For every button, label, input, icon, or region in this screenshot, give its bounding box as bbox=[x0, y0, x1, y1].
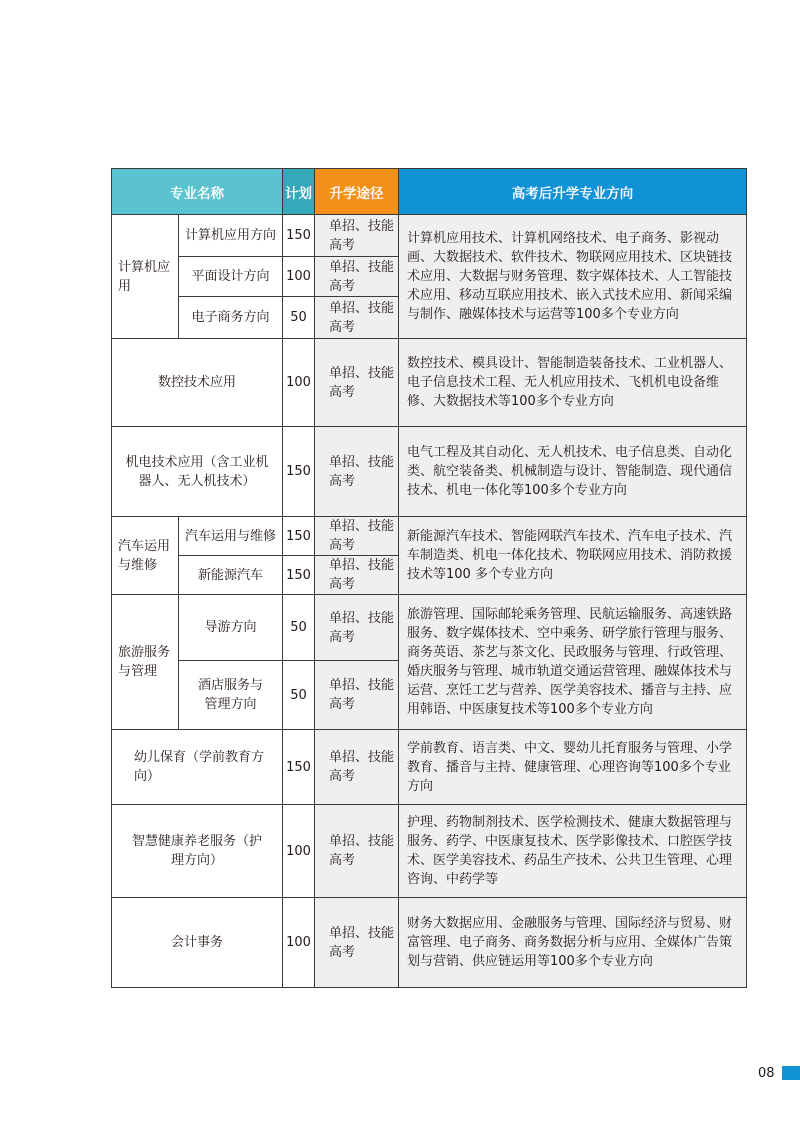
header-route: 升学途径 bbox=[315, 169, 399, 215]
route-value: 单招、技能高考 bbox=[315, 215, 399, 257]
page-number-marker bbox=[782, 1066, 800, 1080]
direction-text: 数控技术、模具设计、智能制造装备技术、工业机器人、电子信息技术工程、无人机应用技术、飞机机电设备维修、大数据技术等100多个专业方向 bbox=[399, 339, 747, 427]
route-value: 单招、技能高考 bbox=[315, 595, 399, 661]
major-name: 机电技术应用（含工业机器人、无人机技术） bbox=[112, 427, 283, 517]
table-row bbox=[112, 427, 747, 517]
route-value: 单招、技能高考 bbox=[315, 661, 399, 730]
direction-text: 计算机应用技术、计算机网络技术、电子商务、影视动画、大数据技术、软件技术、物联网应用技术、区块链技术应用、大数据与财务管理、数字媒体技术、人工智能技术应用、移动互联应用技术、嵌入式技术应用、新闻采编与制作、融媒体技术与运营等100多个专业方向 bbox=[399, 215, 747, 339]
plan-value: 150 bbox=[283, 730, 315, 805]
major-name: 智慧健康养老服务（护理方向） bbox=[112, 805, 283, 898]
sub-major-name: 平面设计方向 bbox=[179, 257, 283, 297]
major-name: 会计事务 bbox=[112, 898, 283, 988]
table-row bbox=[112, 215, 747, 257]
direction-text: 电气工程及其自动化、无人机技术、电子信息类、自动化类、航空装备类、机械制造与设计、智能制造、现代通信技术、机电一体化等100多个专业方向 bbox=[399, 427, 747, 517]
major-group-name: 计算机应用 bbox=[112, 215, 179, 339]
major-name: 数控技术应用 bbox=[112, 339, 283, 427]
sub-major-name: 电子商务方向 bbox=[179, 297, 283, 339]
sub-major-name: 导游方向 bbox=[179, 595, 283, 661]
table-row bbox=[112, 595, 747, 661]
sub-major-name: 计算机应用方向 bbox=[179, 215, 283, 257]
table-row bbox=[112, 339, 747, 427]
header-plan: 计划 bbox=[283, 169, 315, 215]
major-group-name: 汽车运用与维修 bbox=[112, 517, 179, 595]
route-value: 单招、技能高考 bbox=[315, 427, 399, 517]
admission-table bbox=[111, 168, 747, 988]
direction-text: 新能源汽车技术、智能网联汽车技术、汽车电子技术、汽车制造类、机电一体化技术、物联网应用技术、消防救援技术等100 多个专业方向 bbox=[399, 517, 747, 595]
plan-value: 150 bbox=[283, 427, 315, 517]
plan-value: 100 bbox=[283, 339, 315, 427]
major-name: 幼儿保育（学前教育方向） bbox=[112, 730, 283, 805]
page-number: 08 bbox=[758, 1066, 775, 1081]
route-value: 单招、技能高考 bbox=[315, 556, 399, 595]
plan-value: 150 bbox=[283, 517, 315, 556]
plan-value: 150 bbox=[283, 556, 315, 595]
plan-value: 50 bbox=[283, 297, 315, 339]
route-value: 单招、技能高考 bbox=[315, 730, 399, 805]
direction-text: 护理、药物制剂技术、医学检测技术、健康大数据管理与服务、药学、中医康复技术、医学影像技术、口腔医学技术、医学美容技术、药品生产技术、公共卫生管理、心理咨询、中药学等 bbox=[399, 805, 747, 898]
direction-text: 学前教育、语言类、中文、婴幼儿托育服务与管理、小学教育、播音与主持、健康管理、心理咨询等100多个专业方向 bbox=[399, 730, 747, 805]
plan-value: 100 bbox=[283, 257, 315, 297]
header-major-name: 专业名称 bbox=[112, 169, 283, 215]
route-value: 单招、技能高考 bbox=[315, 517, 399, 556]
header-direction: 高考后升学专业方向 bbox=[399, 169, 747, 215]
direction-text: 旅游管理、国际邮轮乘务管理、民航运输服务、高速铁路服务、数字媒体技术、空中乘务、研学旅行管理与服务、商务英语、茶艺与茶文化、民政服务与管理、行政管理、婚庆服务与管理、城市轨道交通运营管理、融媒体技术与运营、烹饪工艺与营养、医学美容技术、播音与主持、应用韩语、中医康复技术等100多个专业方向 bbox=[399, 595, 747, 730]
plan-value: 50 bbox=[283, 595, 315, 661]
plan-value: 50 bbox=[283, 661, 315, 730]
direction-text: 财务大数据应用、金融服务与管理、国际经济与贸易、财富管理、电子商务、商务数据分析与应用、全媒体广告策划与营销、供应链运用等100多个专业方向 bbox=[399, 898, 747, 988]
route-value: 单招、技能高考 bbox=[315, 257, 399, 297]
route-value: 单招、技能高考 bbox=[315, 297, 399, 339]
table-row bbox=[112, 730, 747, 805]
table-row bbox=[112, 898, 747, 988]
sub-major-name: 汽车运用与维修 bbox=[179, 517, 283, 556]
sub-major-name: 酒店服务与管理方向 bbox=[179, 661, 283, 730]
plan-value: 100 bbox=[283, 805, 315, 898]
route-value: 单招、技能高考 bbox=[315, 339, 399, 427]
table-row bbox=[112, 517, 747, 556]
major-group-name: 旅游服务与管理 bbox=[112, 595, 179, 730]
table-header-row bbox=[112, 169, 747, 215]
route-value: 单招、技能高考 bbox=[315, 805, 399, 898]
sub-major-name: 新能源汽车 bbox=[179, 556, 283, 595]
plan-value: 100 bbox=[283, 898, 315, 988]
table-row bbox=[112, 805, 747, 898]
plan-value: 150 bbox=[283, 215, 315, 257]
route-value: 单招、技能高考 bbox=[315, 898, 399, 988]
